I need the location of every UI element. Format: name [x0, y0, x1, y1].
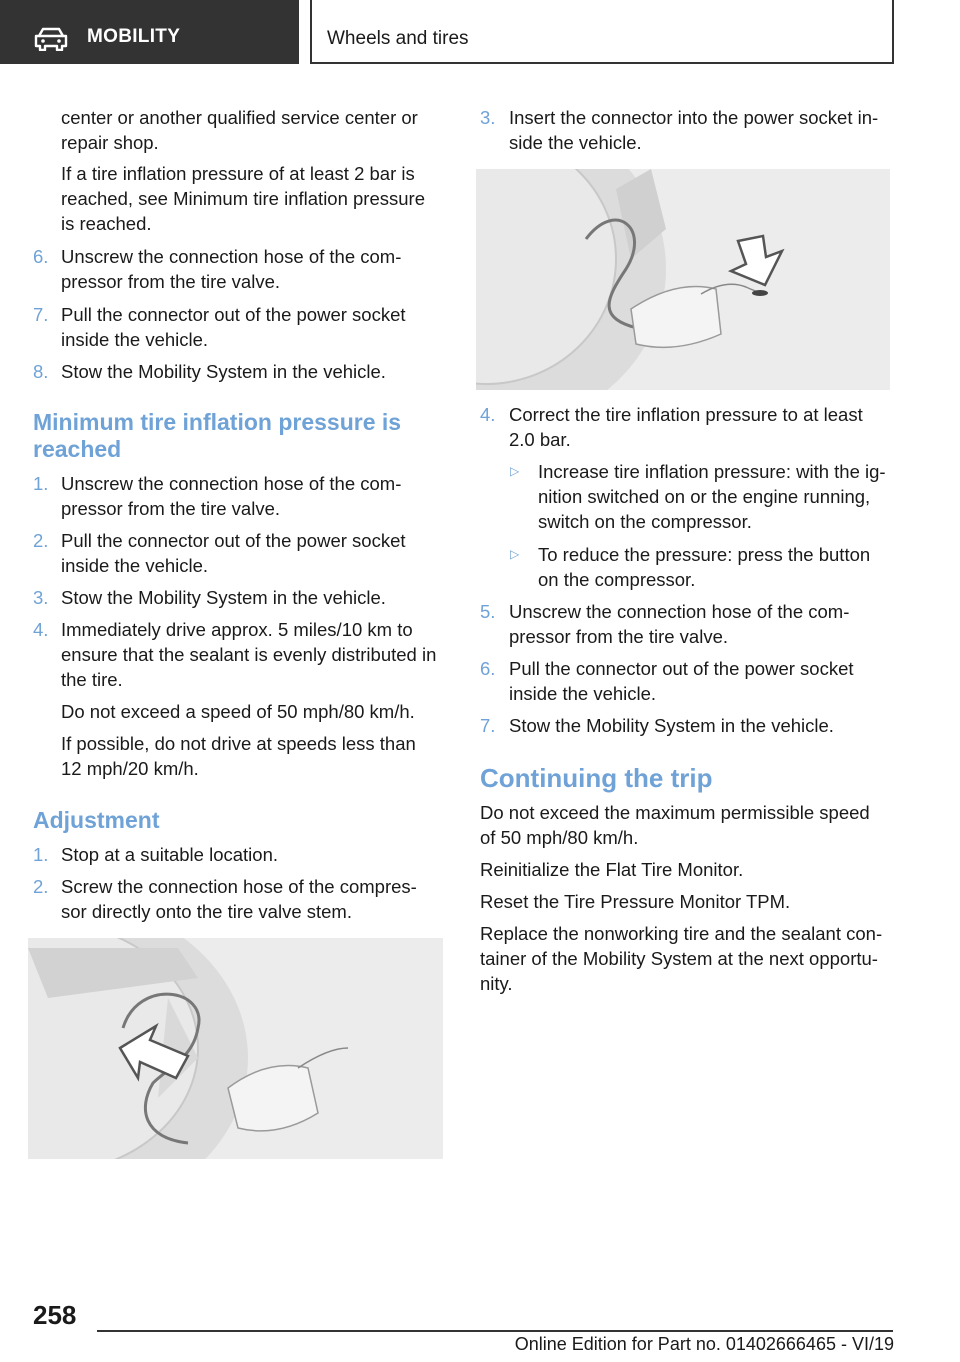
step-text: Pull the connector out of the power socket	[509, 658, 854, 679]
step-text: Unscrew the connection hose of the com-	[61, 473, 402, 494]
figure-connector-socket	[476, 169, 890, 390]
step-text: Pull the connector out of the power socket	[61, 304, 406, 325]
step-number: 7.	[480, 715, 496, 736]
step-number: 7.	[33, 304, 49, 325]
body-line: Do not exceed the maximum permissible speed	[480, 802, 870, 823]
chapter-header	[310, 0, 894, 64]
note-line: Do not exceed a speed of 50 mph/80 km/h.	[61, 701, 415, 722]
section-heading: reached	[33, 436, 122, 462]
step-number: 6.	[33, 246, 49, 267]
body-line: Reinitialize the Flat Tire Monitor.	[480, 859, 744, 880]
illustration-compressor-socket	[476, 169, 890, 390]
chapter-title: Wheels and tires	[327, 28, 469, 49]
edition-note: Online Edition for Part no. 01402666465 - VI/19	[514, 1334, 894, 1354]
note-line: If possible, do not drive at speeds less than	[61, 733, 416, 754]
step-text: Stow the Mobility System in the vehicle.	[509, 715, 834, 736]
illustration-compressor-tire	[28, 938, 443, 1159]
step-text: pressor from the tire valve.	[61, 498, 280, 519]
section-heading: Adjustment	[33, 807, 160, 833]
step-number: 4.	[33, 619, 49, 640]
step-number: 2.	[33, 530, 49, 551]
step-text: Screw the connection hose of the compres-	[61, 876, 417, 897]
step-text: Unscrew the connection hose of the com-	[509, 601, 850, 622]
note-line: reached, see Minimum tire inflation pressure	[61, 188, 425, 209]
bullet-text: on the compressor.	[538, 569, 696, 590]
step-text: Correct the tire inflation pressure to at least	[509, 404, 863, 425]
section-tab	[0, 0, 299, 64]
step-text: ensure that the sealant is evenly distributed in	[61, 644, 437, 665]
step-number: 1.	[33, 473, 49, 494]
step-text: pressor from the tire valve.	[61, 271, 280, 292]
body-line: Reset the Tire Pressure Monitor TPM.	[480, 891, 791, 912]
footer-divider	[97, 1330, 893, 1332]
section-label: MOBILITY	[87, 26, 181, 47]
page-number: 258	[33, 1300, 77, 1330]
step-number: 5.	[480, 601, 496, 622]
step-number: 6.	[480, 658, 496, 679]
bullet-text: switch on the compressor.	[538, 511, 752, 532]
section-heading: Minimum tire inflation pressure is	[33, 409, 402, 435]
step-text: 2.0 bar.	[509, 429, 571, 450]
step-text: Immediately drive approx. 5 miles/10 km to	[61, 619, 413, 640]
step-text: Insert the connector into the power socket in-	[509, 107, 879, 128]
note-line: If a tire inflation pressure of at least 2 bar is	[61, 163, 415, 184]
step-text: the tire.	[61, 669, 123, 690]
bullet-text: nition switched on or the engine running,	[538, 486, 871, 507]
step-number: 3.	[480, 107, 496, 128]
body-line: Replace the nonworking tire and the sealant con-	[480, 923, 883, 944]
step-number: 2.	[33, 876, 49, 897]
step-number: 1.	[33, 844, 49, 865]
step-text: Unscrew the connection hose of the com-	[61, 246, 402, 267]
bullet-text: Increase tire inflation pressure: with the ig-	[538, 461, 886, 482]
note-line: is reached.	[61, 213, 152, 234]
bullet-triangle-icon: ▷	[510, 547, 520, 561]
cont-line: center or another qualified service center or	[61, 107, 418, 128]
step-text: sor directly onto the tire valve stem.	[61, 901, 352, 922]
body-line: nity.	[480, 973, 513, 994]
step-text: inside the vehicle.	[61, 329, 209, 350]
step-text: Stow the Mobility System in the vehicle.	[61, 361, 386, 382]
step-text: Pull the connector out of the power socket	[61, 530, 406, 551]
step-text: pressor from the tire valve.	[509, 626, 728, 647]
step-text: Stow the Mobility System in the vehicle.	[61, 587, 386, 608]
bullet-text: To reduce the pressure: press the button	[538, 544, 871, 565]
step-number: 4.	[480, 404, 496, 425]
step-text: side the vehicle.	[509, 132, 642, 153]
figure-hose-valve	[28, 938, 443, 1159]
body-line: of 50 mph/80 km/h.	[480, 827, 639, 848]
section-heading: Continuing the trip	[480, 763, 713, 793]
step-text: inside the vehicle.	[61, 555, 209, 576]
step-number: 8.	[33, 361, 49, 382]
step-text: inside the vehicle.	[509, 683, 657, 704]
note-line: 12 mph/20 km/h.	[61, 758, 199, 779]
body-line: tainer of the Mobility System at the next opportu-	[480, 948, 878, 969]
car-icon	[34, 27, 68, 51]
step-text: Stop at a suitable location.	[61, 844, 279, 865]
bullet-triangle-icon: ▷	[510, 464, 520, 478]
cont-line: repair shop.	[61, 132, 159, 153]
step-number: 3.	[33, 587, 49, 608]
